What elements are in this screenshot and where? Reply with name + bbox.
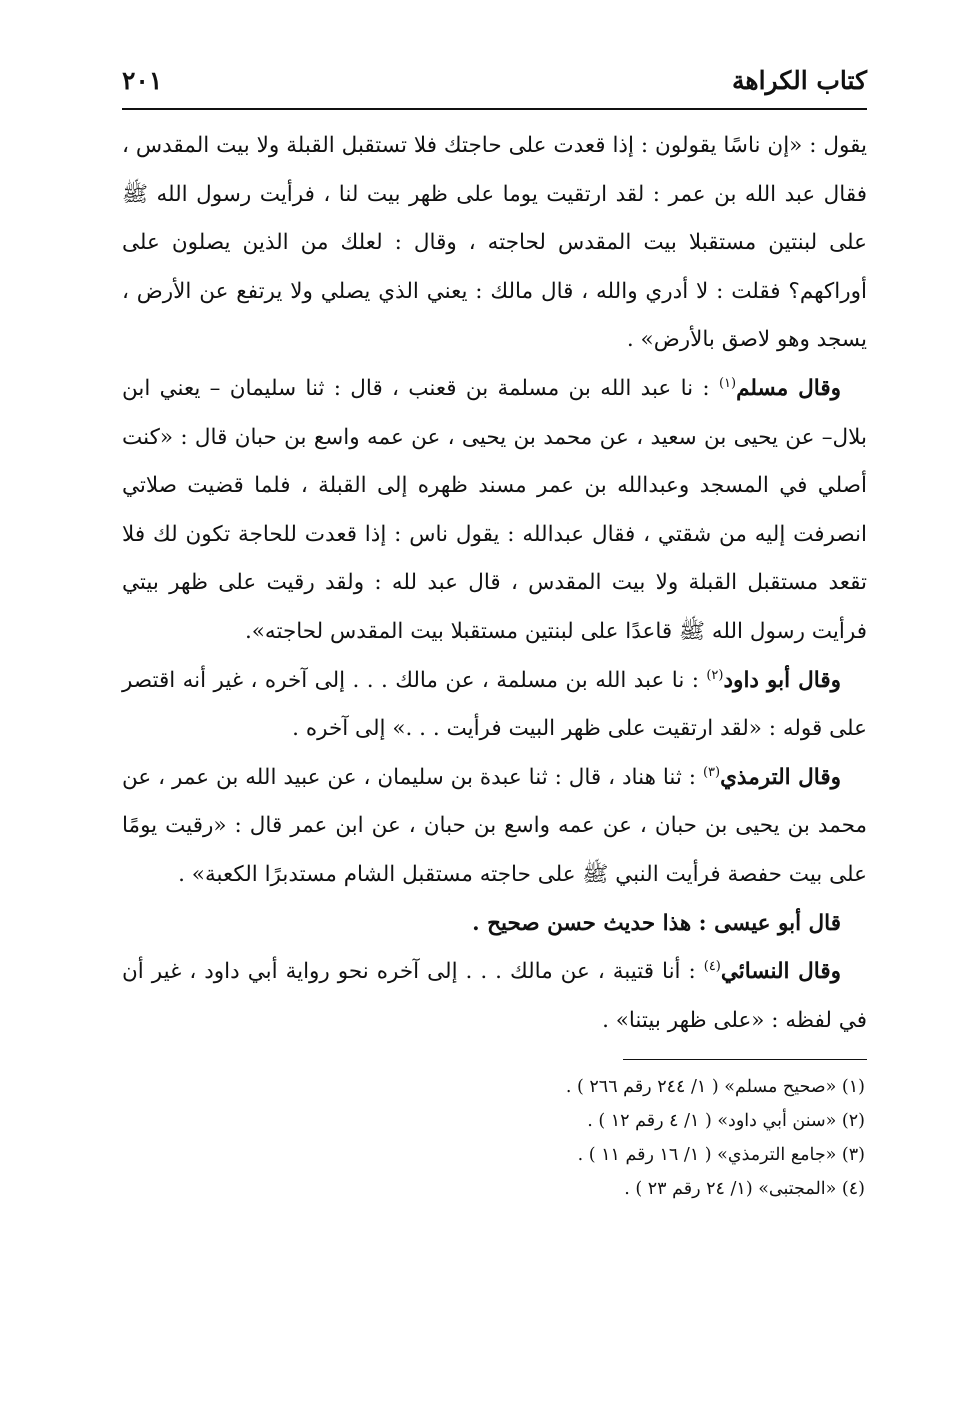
footnote-ref: (١) — [718, 375, 737, 391]
footnote-ref: (٤) — [703, 958, 721, 974]
footnotes — [122, 1070, 867, 1206]
paragraph-lead: وقال النسائي — [720, 959, 841, 985]
paragraph-text: يقول : «إن ناسًا يقولون : إذا قعدت على حاجتك فلا تستقبل القبلة ولا بيت المقدس ، فقال عبد الله بن عمر : لقد ارتقيت يوما على ظهر بيت لنا ، فرأيت رسول الله ﷺ على لبنتين مستقبلا بيت المقدس لحاجته ، وقال : لعلك من الذين يصلون على أوراكهم؟ فقلت : لا أدري والله ، قال مالك : يعني الذي يصلي ولا يرتفع عن الأرض ، يسجد وهو لاصق بالأرض» . — [122, 133, 867, 353]
paragraph-3 — [122, 657, 867, 754]
footnote-ref: (٣) — [702, 764, 721, 780]
paragraph-text: : نا عبد الله بن مسلمة ، عن مالك . . . إلى آخره ، غير أنه اقتصر على قوله : «لقد ارتقيت على ظهر البيت فرأيت . . .» إلى آخره . — [122, 667, 867, 742]
paragraph-5 — [122, 900, 867, 949]
paragraph-1 — [122, 122, 867, 365]
footnote-divider — [623, 1059, 867, 1060]
paragraph-text: : أنا قتيبة ، عن مالك . . . إلى آخره نحو رواية أبي داود ، غير أن في لفظه : «على ظهر بيتنا» . — [122, 959, 867, 1033]
paragraph-lead: وقال الترمذي — [720, 764, 841, 790]
page-header — [122, 62, 867, 110]
footnote-3: (٣) «جامع الترمذي» ( ١/ ١٦ رقم ١١ ) . — [577, 1145, 865, 1166]
paragraph-2 — [122, 365, 867, 657]
footnote-2: (٢) «سنن أبي داود» ( ١/ ٤ رقم ١٢ ) . — [587, 1111, 865, 1132]
paragraph-lead: قال أبو عيسى : هذا حديث حسن صحيح . — [472, 910, 841, 936]
main-text — [122, 122, 867, 1045]
page-number: ٢٠١ — [122, 66, 163, 95]
book-page — [122, 62, 867, 1206]
paragraph-4 — [122, 754, 867, 900]
paragraph-text: : ثنا هناد ، قال : ثنا عبدة بن سليمان ، عن عبيد الله بن عمر ، عن محمد بن يحيى بن حبان ، عن عمه واسع بن حبان ، عن ابن عمر قال : «رقيت يومًا على بيت حفصة فرأيت النبي ﷺ على حاجته مستقبل الشام مستدبرًا الكعبة» . — [122, 764, 867, 887]
footnote-1: (١) «صحيح مسلم» ( ١/ ٢٤٤ رقم ٢٦٦ ) . — [565, 1077, 865, 1098]
footnote-ref: (٢) — [706, 667, 724, 683]
paragraph-text: : نا عبد الله بن مسلمة بن قعنب ، قال : ثنا سليمان – يعني ابن بلال– عن يحيى بن سعيد ، عن محمد بن يحيى ، عن عمه واسع بن حبان قال : «كنت أصلي في المسجد وعبدالله بن عمر مسند ظهره إلى القبلة ، فلما قضيت صلاتي انصرفت إليه من شقتي ، فقال عبدالله : يقول ناس : إذا قعدت للحاجة تكون لك فلا تقعد مستقبل القبلة ولا بيت المقدس ، قال عبد لله : ولقد رقيت على ظهر بيتي فرأيت رسول الله ﷺ قاعدًا على لبنتين مستقبلا بيت المقدس لحاجته». — [122, 375, 867, 644]
footnote-4: (٤) «المجتبى» (١/ ٢٤ رقم ٢٣ ) . — [624, 1179, 865, 1200]
paragraph-lead: وقال مسلم — [736, 375, 841, 401]
paragraph-6 — [122, 948, 867, 1045]
paragraph-lead: وقال أبو داود — [723, 667, 841, 693]
running-title: كتاب الكراهة — [732, 66, 867, 95]
